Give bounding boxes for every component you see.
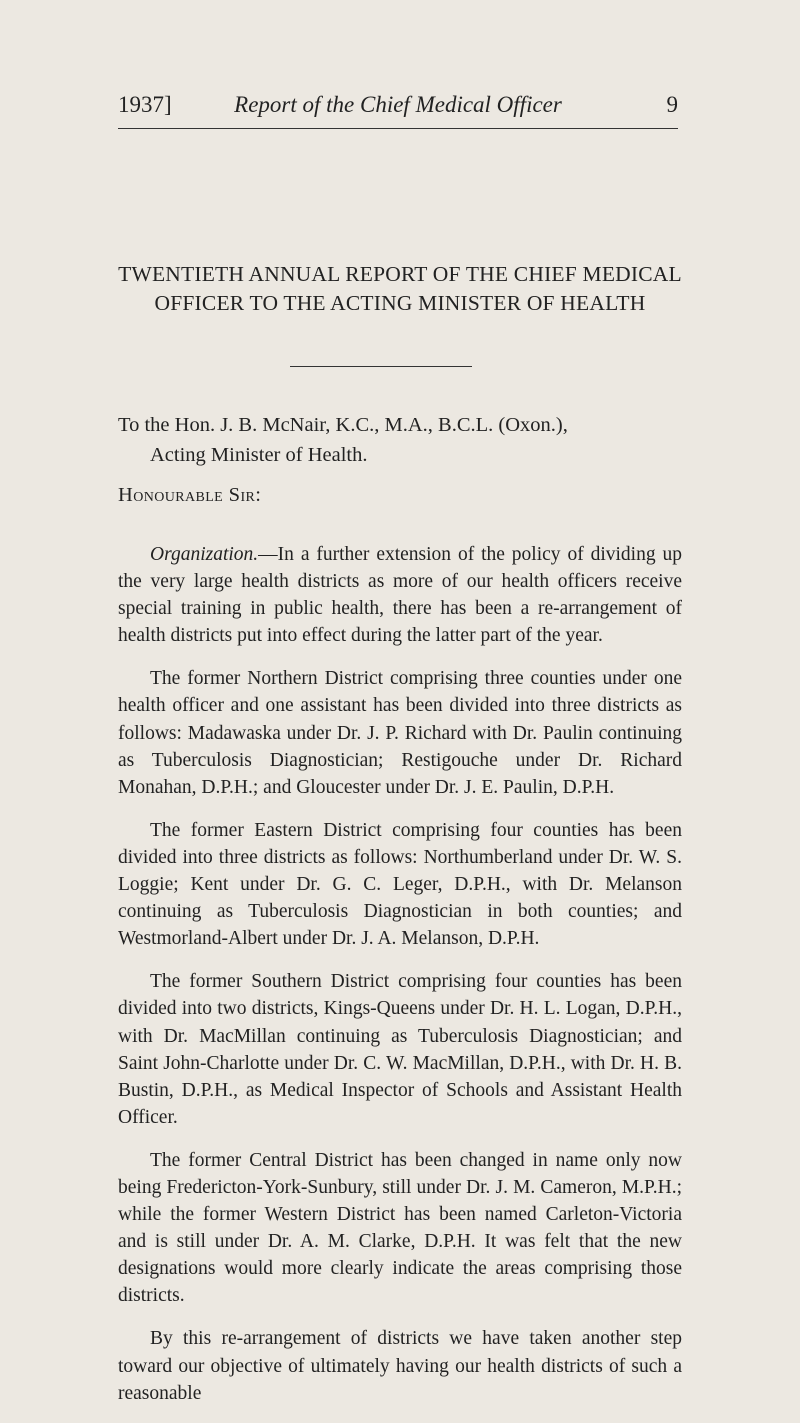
paragraph-southern-district: The former Southern District comprising four counties has been divided into two districts, Kings-Queens under Dr. H. L. Logan, D.P.H., with Dr. MacMillan continuing as Tuberculosis Diagnostician; and Saint John-Charlotte under Dr. C. W. MacMillan, D.P.H., with Dr. H. B. Bustin, D.P.H., as Medical Inspector of Schools and Assistant Health Officer. [118, 971, 682, 1128]
addressee-block [118, 410, 568, 470]
header-rule [118, 128, 678, 129]
running-header [118, 92, 678, 132]
title-divider [290, 366, 472, 367]
paragraph-rearrangement: By this re-arrangement of districts we have taken another step toward our objective of ultimately having our health districts of such a reasonable [118, 1328, 682, 1404]
title-line-1: TWENTIETH ANNUAL REPORT OF THE CHIEF MEDICAL [118, 262, 682, 286]
paragraph-central-western-district: The former Central District has been changed in name only now being Fredericton-York-Sunbury, still under Dr. J. M. Cameron, M.P.H.; while the former Western District has been named Carleton-Victoria and is still under Dr. A. M. Clarke, D.P.H. It was felt that the new designations would more clearly indicate the areas comprising those districts. [118, 1149, 682, 1307]
paragraph-organization [118, 541, 682, 649]
header-page-number: 9 [666, 92, 678, 117]
paragraph-lead-organization: Organization. [150, 544, 259, 565]
report-body [118, 541, 682, 1423]
addressee-line-2: Acting Minister of Health. [150, 444, 368, 466]
title-line-2: OFFICER TO THE ACTING MINISTER OF HEALTH [154, 291, 646, 315]
paragraph-northern-district: The former Northern District comprising three counties under one health officer and one assistant has been divided into three districts as follows: Madawaska under Dr. J. P. Richard with Dr. Paulin continuing as Tuberculosis Diagnostician; Restigouche under Dr. Richard Monahan, D.P.H.; and Gloucester under Dr. J. E. Paulin, D.P.H. [118, 668, 682, 798]
paragraph-eastern-district: The former Eastern District comprising four counties has been divided into three districts as follows: Northumberland under Dr. W. S. Loggie; Kent under Dr. G. C. Leger, D.P.H., with Dr. Melanson continuing as Tuberculosis Diagnostician in both counties; and Westmorland-Albert under Dr. J. A. Melanson, D.P.H. [118, 819, 682, 950]
header-year: 1937] [118, 92, 172, 117]
salutation: Honourable Sir: [118, 484, 262, 506]
paragraph-text-organization: —In a further extension of the policy of dividing up the very large health districts as more of our health officers receive special training in public health, there has been a re-arrangement of health districts put into effect during the latter part of the year. [118, 544, 682, 647]
header-running-title: Report of the Chief Medical Officer [234, 92, 562, 117]
report-title [80, 260, 720, 318]
addressee-line-1: To the Hon. J. B. McNair, K.C., M.A., B.C.L. (Oxon.), [118, 414, 568, 436]
